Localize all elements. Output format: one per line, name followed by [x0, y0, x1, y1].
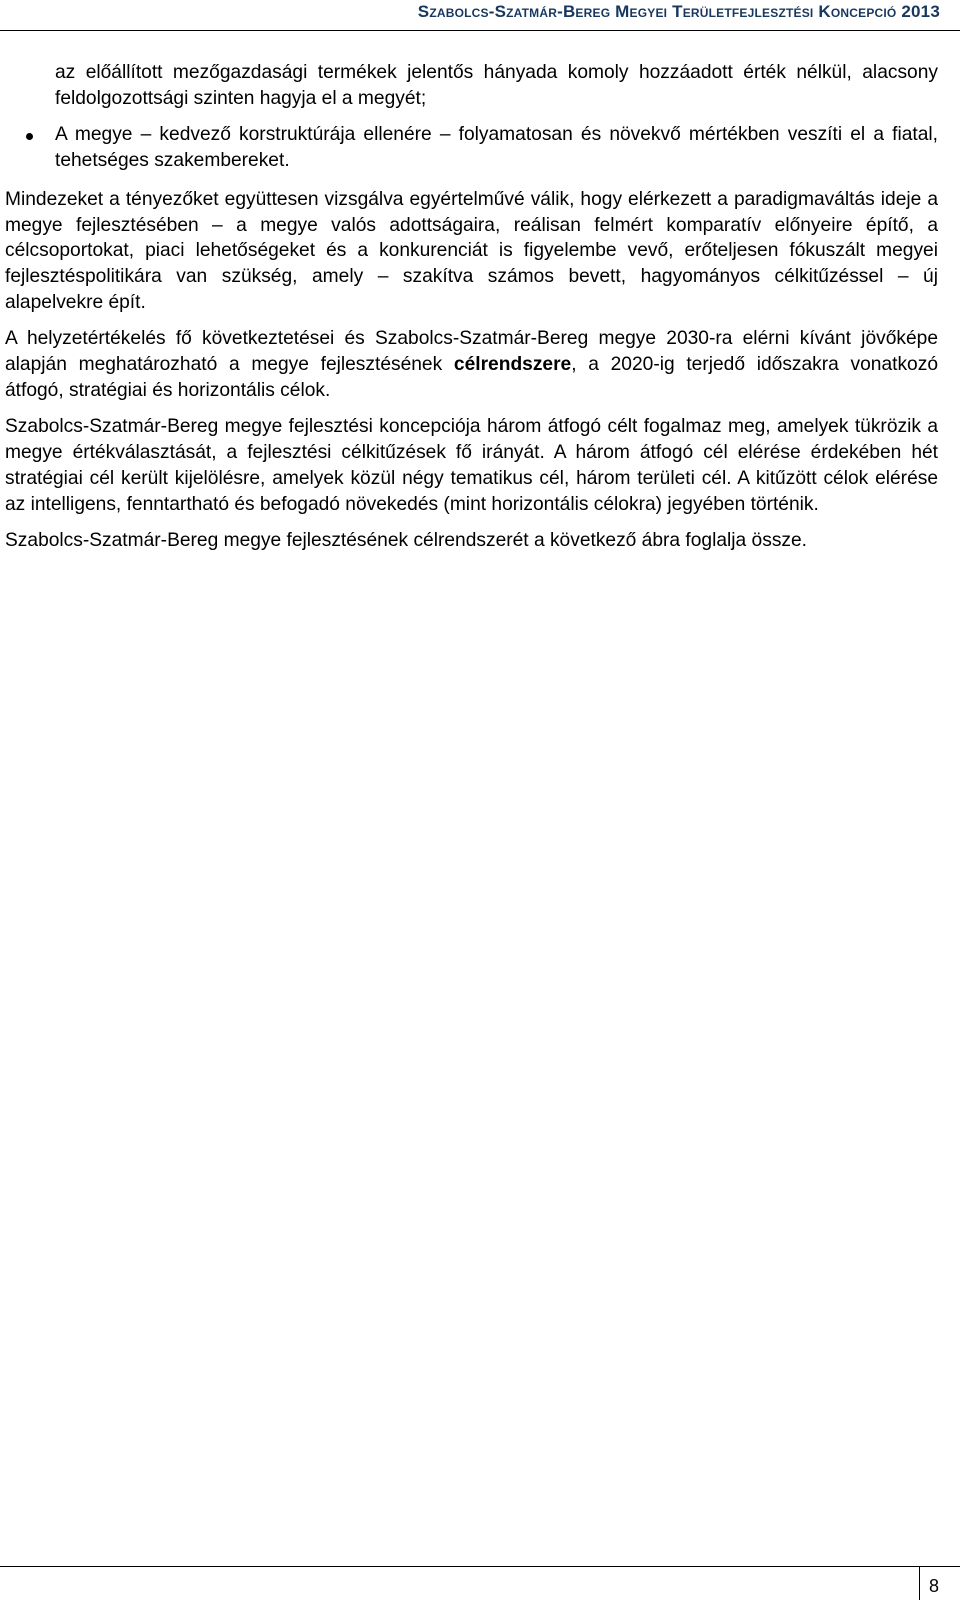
paragraph-3: Szabolcs-Szatmár-Bereg megye fejlesztési koncepciója három átfogó célt fogalmaz meg, amelyek tükrözik a megye értékválasztását, a fejlesztési célkitűzések fő irányát. A három átfogó cél elérése érdekében hét stratégiai cél került kijelölésre, amelyek közül négy tematikus cél, három területi cél. A kitűzött célok elérése az intelligens, fenntartható és befogadó növekedés (mint horizontális célokra) jegyében történik. — [5, 416, 938, 515]
document-body — [5, 60, 938, 565]
header-title: Szabolcs-Szatmár-Bereg Megyei Területfejlesztési Koncepció 2013 — [417, 2, 940, 21]
paragraph-1: Mindezeket a tényezőket együttesen vizsgálva egyértelművé válik, hogy elérkezett a paradigmaváltás ideje a megye fejlesztésében – a megye valós adottságaira, reálisan felmért komparatív előnyeire építő, a célcsoportokat, piaci lehetőségeket és a konkurenciát is figyelembe vevő, erőteljesen fókuszált megyei fejlesztéspolitikára van szükség, amely – szakítva számos bevett, hagyományos célkitűzéssel – új alapelvekre épít. — [5, 188, 938, 313]
page-number: 8 — [928, 1576, 939, 1596]
page-header — [0, 0, 960, 31]
bullet-item — [5, 122, 938, 173]
paragraph-2 — [5, 326, 938, 403]
bullet-item-text: A megye – kedvező korstruktúrája ellenére – folyamatosan és növekvő mértékben veszíti el a fiatal, tehetséges szakembereket. — [55, 124, 938, 172]
paragraph-4: Szabolcs-Szatmár-Bereg megye fejlesztésének célrendszerét a következő ábra foglalja össze. — [5, 530, 808, 552]
footer-box — [919, 1566, 960, 1600]
bullet-dot-icon — [26, 133, 33, 140]
bullet-continuation: az előállított mezőgazdasági termékek jelentős hányada komoly hozzáadott érték nélkül, alacsony feldolgozottsági szinten hagyja el a megyét; — [55, 62, 938, 109]
footer-line — [0, 1566, 960, 1567]
paragraph-2-bold: célrendszere — [453, 354, 572, 376]
paragraph-2-text-b: , a 2020-ig terjedő időszakra vonatkozó átfogó, stratégiai és horizontális célok. — [5, 354, 938, 401]
paragraph-2-text-a: A helyzetértékelés fő következtetései és Szabolcs-Szatmár-Bereg megye 2030-ra elérni kívánt jövőképe alapján meghatározható a megye fejlesztésének — [5, 328, 938, 376]
